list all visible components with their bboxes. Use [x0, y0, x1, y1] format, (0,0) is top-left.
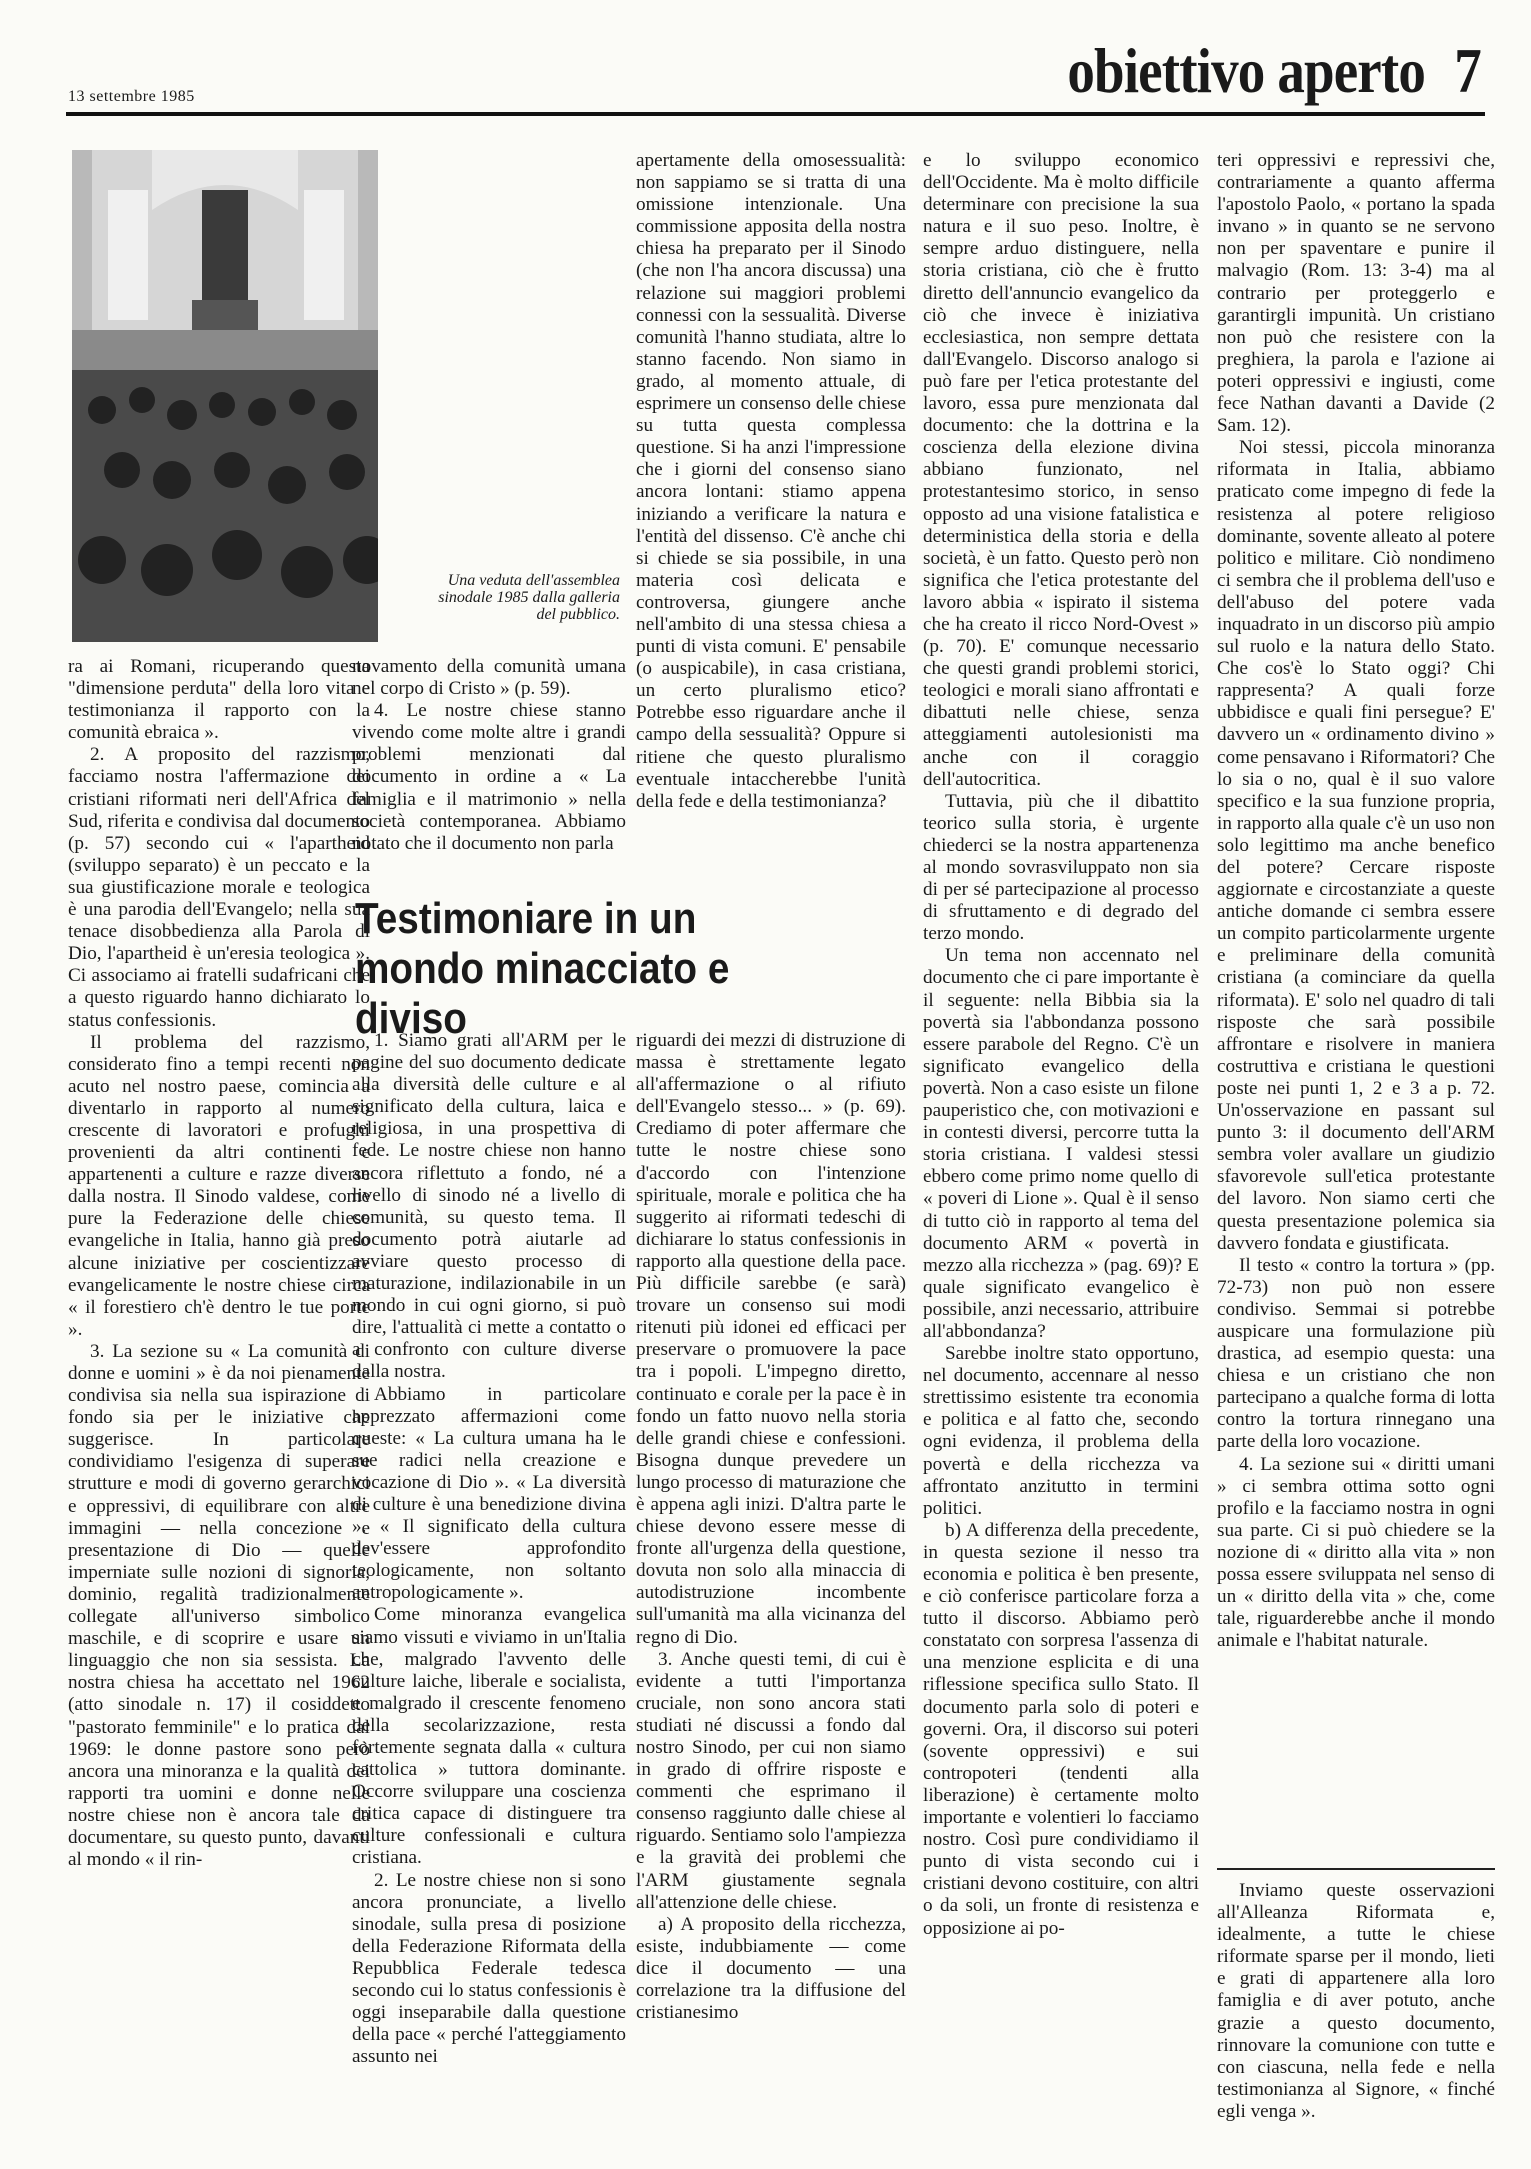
- paragraph: 2. A proposito del razzismo, facciamo nostra l'affermazione dei cristiani riformati neri dell'Africa del Sud, riferita e condivisa dal documento (p. 57) secondo cui « l'apartheid (sviluppo separato) è un peccato e la sua giustificazione morale e teologica è una parodia dell'Evangelo; nella sua tenace disobbedienza alla Parola di Dio, l'apartheid è un'eresia teologica ». Ci associamo ai fratelli sudafricani che a questo riguardo hanno dichiarato lo status confessionis.: [68, 744, 370, 1031]
- paragraph: Il problema del razzismo, considerato fino a tempi recenti non acuto nel nostro paese, comincia a diventarlo in rapporto al numero crescente di lavoratori e profughi provenienti da altri continenti e appartenenti a culture e razze diverse dalla nostra. Il Sinodo valdese, come pure la Federazione delle chiese evangeliche in Italia, hanno già preso alcune iniziative per coscientizzare evangelicamente le nostre chiese circa « il forestiero ch'è dentro le tue porte ».: [68, 1031, 370, 1340]
- paragraph: Il testo « contro la tortura » (pp. 72-73) non può non essere condiviso. Semmai si potrebbe auspicare una formulazione più drastica, ad esempio questa: una chiesa e un cristiano che non partecipano a qualche forma di lotta contro la tortura rinnegano una parte della loro vocazione.: [1217, 1254, 1495, 1453]
- column-2-top: [352, 656, 626, 855]
- paragraph: teri oppressivi e repressivi che, contrariamente a quanto afferma l'apostolo Paolo, « portano la spada invano » in quanto se ne servono non per spaventare e punire il malvagio (Rom. 13: 3-4) ma al contrario per proteggerlo e garantirgli impunità. Un cristiano non può che resistere con la preghiera, la parola e l'azione ai poteri oppressivi e ingiusti, come fece Nathan davanti a Davide (2 Sam. 12).: [1217, 150, 1495, 437]
- header-rule: [66, 112, 1485, 116]
- column-4: [923, 150, 1199, 1940]
- paragraph: 3. La sezione su « La comunità di donne e uomini » è da noi pienamente condivisa sia nella sua ispirazione di fondo sia per le iniziative che suggerisce. In particolare condividiamo l'esigenza di superare strutture e modi di governo gerarchici e oppressivi, di equilibrare con altre immagini — nella concezione e presentazione di Dio — quelle imperniate sulle nozioni di signoria, dominio, regalità tradizionalmente collegate all'universo simbolico maschile, e di scoprire e usare un linguaggio che non sia sessista. La nostra chiesa ha accettato nel 1962 (atto sinodale n. 17) il cosiddetto "pastorato femminile" e lo pratica dal 1969: le donne pastore sono però ancora una minoranza e la qualità dei rapporti tra uomini e donne nelle nostre chiese non è ancora tale da documentare, su questo punto, davanti al mondo « il rin-: [68, 1340, 370, 1871]
- paragraph: 4. La sezione sui « diritti umani » ci sembra ottima sotto ogni profilo e la facciamo nostra in ogni sua parte. Ci si può chiedere se la nozione di « diritto alla vita » non possa essere sviluppata nel senso di un « diritto della vita » che, come tale, riguarderebbe anche il mondo animale e l'habitat naturale.: [1217, 1453, 1495, 1652]
- paragraph: 4. Le nostre chiese stanno vivendo come molte altre i grandi problemi menzionati dal documento in ordine a « La famiglia e il matrimonio » nella società contemporanea. Abbiamo notato che il documento non parla: [352, 700, 626, 854]
- paragraph: 3. Anche questi temi, di cui è evidente a tutti l'importanza cruciale, non sono ancora stati studiati né discussi a fondo dal nostro Sinodo, per cui non siamo in grado di offrire risposte e commenti che esprimano il consenso raggiunto dalle chiese al riguardo. Sentiamo solo l'ampiezza e la gravità dei problemi che l'ARM giustamente segnala all'attenzione delle chiese.: [636, 1648, 906, 1913]
- paragraph: 2. Le nostre chiese non si sono ancora pronunciate, a livello sinodale, sulla presa di posizione della Federazione Riformata della Repubblica Federale tedesca secondo cui lo status confessionis è oggi inseparabile dalla questione della pace « perché l'atteggiamento assunto nei: [352, 1869, 626, 2068]
- assembly-photo-image: [72, 150, 378, 642]
- issue-date: 13 settembre 1985: [68, 88, 195, 105]
- column-3: [636, 1030, 906, 2024]
- paragraph: apertamente della omosessualità: non sappiamo se si tratta di una omissione intenzionale. Una commissione apposita della nostra chiesa ha preparato per il Sinodo (che non l'ha ancora discussa) una relazione sui maggiori problemi connessi con la sessualità. Diverse comunità l'hanno studiata, altre lo stanno facendo. Non siamo in grado, al momento attuale, di esprimere un consenso delle chiese su tutta questa complessa questione. Si ha anzi l'impressione che i giorni del consenso siano ancora lontani: stiamo appena iniziando a verificare la natura e l'entità del dissenso. C'è anche chi si chiede se sia possibile, in una materia così delicata e controversa, giungere anche nell'ambito di una stessa chiesa a punti di vista comuni. E' pensabile (o auspicabile), in casa cristiana, un certo pluralismo etico? Potrebbe esso riguardare anche il campo della sessualità? Oppure si ritiene che questo pluralismo eventuale intaccherebbe l'unità della fede e della testimonianza?: [636, 150, 906, 812]
- paragraph: riguardi dei mezzi di distruzione di massa è strettamente legato all'affermazione o al rifiuto dell'Evangelo stesso... » (p. 69). Crediamo di poter affermare che tutte le nostre chiese sono d'accordo con l'intenzione spirituale, morale e politica che ha suggerito ai riformati tedeschi di dichiarare lo status confessionis in rapporto alla questione della pace. Più difficile sarebbe (e sarà) trovare un consenso sui modi ritenuti più idonei ed efficaci per preservare o promuovere la pace tra i popoli. L'impegno diretto, continuato e corale per la pace è in fondo un fatto nuovo nella storia delle grandi chiese e confessioni. Bisogna dunque prevedere un lungo processo di maturazione che è appena agli inizi. D'altra parte le chiese devono essere messe di fronte all'urgenza della questione, dovuta non solo alla minaccia di autodistruzione incombente sull'umanità ma alla vicinanza del regno di Dio.: [636, 1030, 906, 1648]
- page-number: 7: [1454, 35, 1481, 106]
- column-2: [352, 1030, 626, 2068]
- paragraph: Inviamo queste osservazioni all'Alleanza Riformata e, idealmente, a tutte le chiese riformate sparse per il mondo, lieti e grati di appartenere alla loro famiglia e di aver potuto, anche grazie a questo documento, rinnovare la comunione con tutte e con ciascuna, nella fede e nella testimonianza al Signore, « finché egli venga ».: [1217, 1880, 1495, 2122]
- column-1: [68, 656, 370, 1871]
- assembly-photo: [72, 150, 378, 642]
- paragraph: 1. Siamo grati all'ARM per le pagine del suo documento dedicate alla diversità delle culture e al significato della cultura, laica e religiosa, in una prospettiva di fede. Le nostre chiese non hanno ancora riflettuto a fondo, né a livello di sinodo né a livello di comunità, su questo tema. Il documento potrà aiutarle ad avviare questo processo di maturazione, indilazionabile in un mondo in cui ogni giorno, si può dire, l'attualità ci mette a contatto o a confronto con culture diverse dalla nostra.: [352, 1030, 626, 1383]
- masthead: [1067, 34, 1481, 108]
- paragraph: Abbiamo in particolare apprezzato affermazioni come queste: « La cultura umana ha le sue radici nella creazione e vocazione di Dio ». « La diversità di culture è una benedizione divina ». « Il significato della cultura dev'essere approfondito teologicamente, non soltanto antropologicamente ».: [352, 1383, 626, 1604]
- paragraph: novamento della comunità umana nel corpo di Cristo » (p. 59).: [352, 656, 626, 700]
- paragraph: Noi stessi, piccola minoranza riformata in Italia, abbiamo praticato come impegno di fede la resistenza al potere religioso dominante, sovente alleato al potere politico e militare. Ciò nondimeno ci sembra che il problema dell'uso e dell'abuso del potere vada inquadrato in un discorso più ampio sul ruolo e la natura dello Stato. Che cos'è lo Stato oggi? Chi rappresenta? A quali forze ubbidisce e quali fini persegue? E' davvero un « ordinamento divino » come pensavano i Riformatori? Che lo sia o no, qual è il suo valore specifico e la sua funzione propria, in rapporto alla quale c'è un uso non solo legittimo ma anche benefico del potere? Cercare risposte aggiornate e circostanziate a queste antiche domande ci sembra essere un compito particolarmente urgente e preliminare della comunità cristiana (a cominciare da quella riformata). E' solo nel quadro di tali risposte che sarà possibile affrontare e risolvere in maniera costruttiva e cristiana le questioni poste nei punti 1, 2 e 3 a p. 72. Un'osservazione en passant sul punto 3: il documento dell'ARM sembra voler avallare un giudizio sfavorevole sull'etica protestante del lavoro. Non siamo certi che questa presentazione polemica sia davvero fondata e giustificata.: [1217, 437, 1495, 1254]
- paragraph: Un tema non accennato nel documento che ci pare importante è il seguente: nella Bibbia sia la povertà sia l'abbondanza possono essere parabole del Regno. C'è un significato evangelico della povertà. Non a caso esiste un filone pauperistico che, con motivazioni e in contesti diversi, percorre tutta la storia cristiana. I valdesi stessi ebbero come primo nome quello di « poveri di Lione ». Qual è il senso di tutto ciò in rapporto al tema del documento ARM « povertà in mezzo alla ricchezza » (pag. 69)? E quale significato evangelico è possibile, anzi necessario, attribuire all'abbondanza?: [923, 945, 1199, 1342]
- column-3-top: [636, 150, 906, 813]
- paragraph: Tuttavia, più che il dibattito teorico sulla storia, è urgente chiederci se la nostra appartenenza al mondo sovrasviluppato non sia di per sé partecipazione al processo di sfruttamento e di degrado del terzo mondo.: [923, 790, 1199, 945]
- paragraph: Sarebbe inoltre stato opportuno, nel documento, accennare al nesso strettissimo esistente tra economia e politica e al fatto che, secondo ogni evidenza, il problema della povertà e della ricchezza va affrontato anzitutto in termini politici.: [923, 1343, 1199, 1519]
- paragraph: e lo sviluppo economico dell'Occidente. Ma è molto difficile determinare con precisione la sua natura e il suo peso. Inoltre, è sempre arduo distinguere, nella storia cristiana, ciò che è frutto diretto dell'annuncio evangelico da ciò che invece è iniziativa ecclesiastica, non sempre dettata dall'Evangelo. Discorso analogo si può fare per l'etica protestante del lavoro, essa pure menzionata dal documento: che la dottrina e la coscienza della elezione divina abbiano funzionato, nel protestantesimo storico, in senso opposto ad una visione fatalistica e deterministica della storia e della società, è un fatto. Questo però non significa che l'etica protestante del lavoro abbia « ispirato il sistema che ha creato il ricco Nord-Ovest » (p. 70). E' comunque necessario che questi grandi problemi storici, teologici e morali siano affrontati e dibattuti nelle chiese, senza atteggiamenti autolesionisti ma anche con il coraggio dell'autocritica.: [923, 150, 1199, 790]
- photo-caption: Una veduta dell'assemblea sinodale 1985 dalla galleria del pubblico.: [438, 572, 620, 623]
- column-5-closing: [1217, 1880, 1495, 2123]
- paragraph: a) A proposito della ricchezza, esiste, indubbiamente — come dice il documento — una correlazione tra la diffusione del cristianesimo: [636, 1913, 906, 2024]
- closing-separator: [1217, 1868, 1495, 1870]
- paragraph: Come minoranza evangelica siamo vissuti e viviamo in un'Italia che, malgrado l'avvento delle culture laiche, liberale e socialista, e malgrado il crescente fenomeno della secolarizzazione, resta fortemente segnata dalla « cultura cattolica » tuttora dominante. Occorre sviluppare una coscienza critica capace di distinguere tra culture confessionali e cultura cristiana.: [352, 1604, 626, 1869]
- article-headline: Testimoniare in un mondo minacciato e diviso: [355, 894, 730, 1043]
- paragraph: b) A differenza della precedente, in questa sezione il nesso tra economia e politica è ben presente, e ciò conferisce particolare forza a tutto il discorso. Abbiamo però constatato con sorpresa l'assenza di una menzione esplicita e di una riflessione specifica sullo Stato. Il documento parla solo di poteri e governi. Ora, il discorso sui poteri (sovente oppressivi) e sui contropoteri (tendenti alla liberazione) è certamente molto importante e volentieri lo facciamo nostro. Così pure condividiamo il punto di vista secondo cui i cristiani devono costituire, con altri o da soli, un fronte di resistenza e opposizione ai po-: [923, 1519, 1199, 1939]
- paragraph: ra ai Romani, ricuperando questa "dimensione perduta" della loro vita e testimonianza il rapporto con la comunità ebraica ».: [68, 656, 370, 744]
- column-5: [1217, 150, 1495, 1652]
- masthead-title: obiettivo aperto: [1067, 35, 1426, 106]
